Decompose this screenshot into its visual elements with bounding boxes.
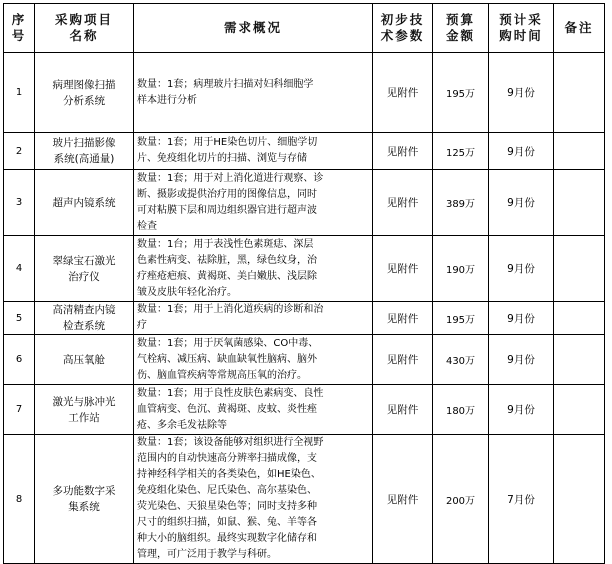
text-line: 金额 [445, 28, 475, 43]
text-line: 超声内镜系统 [52, 196, 116, 209]
item-description [134, 335, 373, 385]
item-budget: 125万 [433, 133, 489, 170]
text-line: 管理，可广泛用于教学与科研。 [137, 549, 277, 560]
text-line: 检查系统 [63, 320, 105, 332]
text-line: 数量：1套；用于良性皮肤色素病变、良性 [137, 387, 324, 399]
text-line: 号 [11, 28, 27, 43]
text-line: 气栓病、减压病、缺血缺氧性脑病、脑外 [137, 353, 317, 365]
row-number: 4 [4, 236, 35, 302]
item-time: 9月份 [489, 133, 554, 170]
header-row [4, 4, 605, 53]
header-name [35, 4, 134, 53]
header-note [554, 4, 605, 53]
row-number: 5 [4, 302, 35, 335]
text-line: 预算 [445, 12, 475, 27]
item-description [134, 133, 373, 170]
text-line: 色素性病变、祛除脏，黑，绿色纹身，治 [137, 254, 317, 266]
text-line: 名称 [69, 28, 99, 43]
text-line: 购时间 [499, 28, 543, 43]
item-name [35, 236, 134, 302]
table-row [4, 302, 605, 335]
text-line: 数量：1套；用于HE染色切片、细胞学切 [137, 137, 318, 148]
text-line: 皱及皮肤年轻化治疗。 [137, 286, 237, 298]
row-number: 2 [4, 133, 35, 170]
text-line: 免疫组化染色、尼氏染色、高尔基染色、 [137, 485, 317, 496]
text-line: 检查 [137, 220, 157, 232]
text-line: 数量：1套；用于厌氧菌感染、CO中毒、 [137, 337, 319, 349]
item-budget: 389万 [433, 170, 489, 236]
table-row [4, 435, 605, 564]
text-line: 数量：1套；用于上消化道疾病的诊断和治 [137, 304, 324, 315]
row-number: 7 [4, 385, 35, 435]
item-time: 9月份 [489, 170, 554, 236]
text-line: 采购项目 [54, 12, 113, 27]
row-number: 1 [4, 53, 35, 133]
text-line: 荧光染色、天狼星染色等；同时支持多种 [137, 501, 317, 512]
text-line: 备注 [564, 20, 594, 35]
table-row [4, 53, 605, 133]
text-line: 数量：1台；用于表浅性色素斑痣、深层 [137, 238, 314, 250]
procurement-table [3, 3, 605, 564]
item-description [134, 170, 373, 236]
header-budget [433, 4, 489, 53]
item-time: 9月份 [489, 302, 554, 335]
text-line: 术参数 [380, 28, 425, 43]
item-note [554, 385, 605, 435]
row-number: 6 [4, 335, 35, 385]
text-line: 系统(高通量) [53, 153, 115, 165]
item-budget: 430万 [433, 335, 489, 385]
table-row [4, 385, 605, 435]
item-budget: 195万 [433, 53, 489, 133]
text-line: 玻片扫描影像 [52, 137, 116, 149]
item-budget: 195万 [433, 302, 489, 335]
item-description [134, 385, 373, 435]
text-line: 集系统 [68, 501, 100, 513]
header-desc [134, 4, 373, 53]
item-description [134, 236, 373, 302]
item-spec: 见附件 [373, 236, 433, 302]
item-budget: 190万 [433, 236, 489, 302]
header-time [489, 4, 554, 53]
text-line: 数量：1套；病理玻片扫描对妇科细胞学 [137, 78, 314, 90]
table-row [4, 133, 605, 170]
text-line: 片、免疫组化切片的扫描、浏览与存储 [137, 153, 307, 164]
text-line: 数量：1套；用于对上消化道进行观察、诊 [137, 172, 324, 184]
text-line: 尺寸的组织扫描，如鼠、猴、兔、羊等各 [137, 517, 317, 528]
text-line: 初步技 [380, 12, 425, 27]
text-line: 疗痤疮疤痕、黄褐斑、美白嫩肤、浅层除 [137, 270, 317, 282]
text-line: 序 [11, 12, 27, 27]
text-line: 激光与脉冲光 [52, 395, 116, 408]
item-budget: 180万 [433, 385, 489, 435]
item-spec: 见附件 [373, 170, 433, 236]
text-line: 伤、脑血管疾病等常规高压氧的治疗。 [137, 369, 307, 381]
item-time: 9月份 [489, 385, 554, 435]
row-number: 3 [4, 170, 35, 236]
item-spec: 见附件 [373, 435, 433, 564]
item-note [554, 170, 605, 236]
item-note [554, 302, 605, 335]
item-description [134, 302, 373, 335]
item-name [35, 335, 134, 385]
item-note [554, 335, 605, 385]
item-name [35, 302, 134, 335]
text-line: 疮、多余毛发祛除等 [137, 419, 227, 431]
item-description [134, 53, 373, 133]
item-spec: 见附件 [373, 53, 433, 133]
text-line: 翠绿宝石激光 [52, 254, 116, 267]
text-line: 种大小的脑组织。最终实现数字化储存和 [137, 533, 317, 544]
item-description [134, 435, 373, 564]
header-no [4, 4, 35, 53]
item-name [35, 170, 134, 236]
text-line: 数量：1套；该设备能够对组织进行全视野 [137, 437, 324, 448]
item-time: 9月份 [489, 335, 554, 385]
text-line: 血管病变、色沉、黄褐斑、皮蚊、炎性痤 [137, 403, 317, 415]
item-name [35, 385, 134, 435]
item-note [554, 236, 605, 302]
table-row [4, 236, 605, 302]
text-line: 可对粘膜下层和周边组织器官进行超声波 [137, 204, 317, 216]
text-line: 高清精查内镜 [52, 304, 116, 316]
item-spec: 见附件 [373, 385, 433, 435]
item-spec: 见附件 [373, 302, 433, 335]
text-line: 工作站 [68, 411, 100, 424]
item-note [554, 133, 605, 170]
item-time: 9月份 [489, 236, 554, 302]
text-line: 疗 [137, 320, 147, 331]
item-name [35, 53, 134, 133]
table-row [4, 170, 605, 236]
text-line: 治疗仪 [68, 270, 100, 283]
text-line: 范围内的自动快速高分辨率扫描成像，支 [137, 453, 317, 464]
row-number: 8 [4, 435, 35, 564]
item-time: 9月份 [489, 53, 554, 133]
text-line: 高压氧舱 [63, 353, 105, 366]
text-line: 持神经科学相关的各类染色，如HE染色、 [137, 469, 321, 480]
item-name [35, 133, 134, 170]
item-budget: 200万 [433, 435, 489, 564]
item-name [35, 435, 134, 564]
table-row [4, 335, 605, 385]
item-note [554, 435, 605, 564]
item-spec: 见附件 [373, 133, 433, 170]
item-note [554, 53, 605, 133]
text-line: 预计采 [499, 12, 543, 27]
text-line: 病理图像扫描 [52, 78, 116, 91]
text-line: 多功能数字采 [52, 485, 116, 497]
text-line: 样本进行分析 [137, 94, 197, 106]
text-line: 断、摄影或提供治疗用的图像信息，同时 [137, 188, 317, 200]
text-line: 分析系统 [63, 94, 105, 107]
item-spec: 见附件 [373, 335, 433, 385]
item-time: 7月份 [489, 435, 554, 564]
header-spec [373, 4, 433, 53]
text-line: 需求概况 [223, 20, 282, 35]
